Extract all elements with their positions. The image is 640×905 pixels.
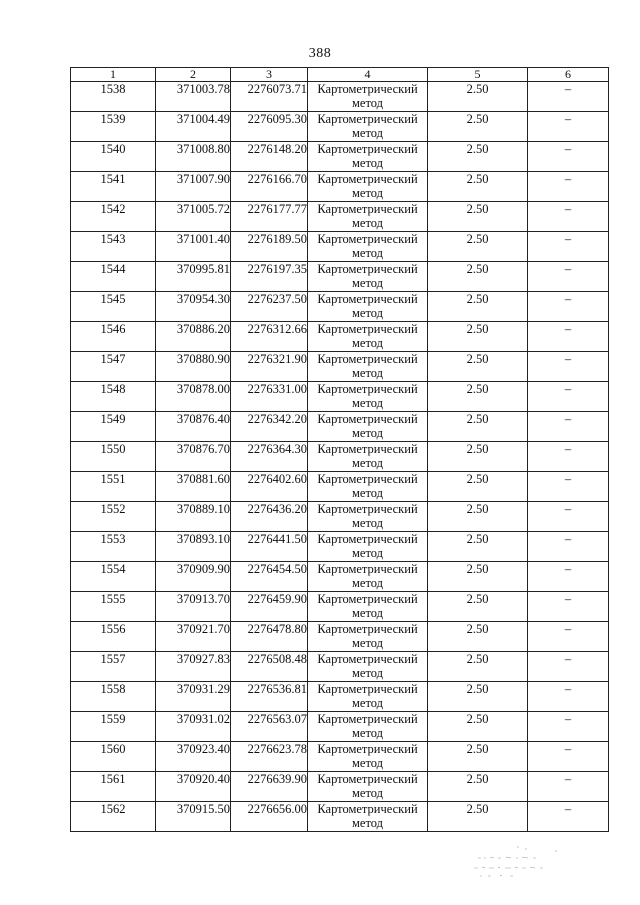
- method-cell: [308, 562, 428, 592]
- y-coordinate-cell: 2276639.90: [231, 772, 308, 802]
- method-line-1: Картометрический: [317, 742, 418, 756]
- method-line-1: Картометрический: [317, 622, 418, 636]
- y-coordinate-cell: 2276073.71: [231, 82, 308, 112]
- x-coordinate-cell: 371005.72: [156, 202, 231, 232]
- x-coordinate-cell: 371007.90: [156, 172, 231, 202]
- error-cell: 2.50: [428, 802, 528, 832]
- x-coordinate-cell: 370995.81: [156, 262, 231, 292]
- method-cell: [308, 262, 428, 292]
- error-cell: 2.50: [428, 322, 528, 352]
- point-number-cell: 1549: [71, 412, 156, 442]
- x-coordinate-cell: 370886.20: [156, 322, 231, 352]
- method-cell: [308, 472, 428, 502]
- point-number-cell: 1545: [71, 292, 156, 322]
- y-coordinate-cell: 2276623.78: [231, 742, 308, 772]
- table-row: [71, 562, 609, 592]
- x-coordinate-cell: 371001.40: [156, 232, 231, 262]
- method-cell: [308, 682, 428, 712]
- method-line-1: Картометрический: [317, 472, 418, 486]
- table-row: [71, 472, 609, 502]
- method-cell: [308, 442, 428, 472]
- table-row: [71, 352, 609, 382]
- note-cell: –: [528, 562, 609, 592]
- method-cell: [308, 592, 428, 622]
- table-row: [71, 742, 609, 772]
- y-coordinate-cell: 2276148.20: [231, 142, 308, 172]
- y-coordinate-cell: 2276312.66: [231, 322, 308, 352]
- error-cell: 2.50: [428, 682, 528, 712]
- point-number-cell: 1547: [71, 352, 156, 382]
- table-header-row: [71, 68, 609, 82]
- y-coordinate-cell: 2276478.80: [231, 622, 308, 652]
- x-coordinate-cell: 370909.90: [156, 562, 231, 592]
- point-number-cell: 1540: [71, 142, 156, 172]
- error-cell: 2.50: [428, 292, 528, 322]
- method-cell: [308, 502, 428, 532]
- x-coordinate-cell: 370913.70: [156, 592, 231, 622]
- error-cell: 2.50: [428, 442, 528, 472]
- x-coordinate-cell: 370931.29: [156, 682, 231, 712]
- page-number: 388: [308, 46, 332, 61]
- method-cell: [308, 802, 428, 832]
- method-line-2: метод: [351, 726, 383, 740]
- x-coordinate-cell: 370915.50: [156, 802, 231, 832]
- error-cell: 2.50: [428, 772, 528, 802]
- method-line-1: Картометрический: [317, 442, 418, 456]
- note-cell: –: [528, 502, 609, 532]
- y-coordinate-cell: 2276197.35: [231, 262, 308, 292]
- point-number-cell: 1541: [71, 172, 156, 202]
- method-line-1: Картометрический: [317, 592, 418, 606]
- table-row: [71, 232, 609, 262]
- point-number-cell: 1560: [71, 742, 156, 772]
- error-cell: 2.50: [428, 142, 528, 172]
- note-cell: –: [528, 622, 609, 652]
- note-cell: –: [528, 772, 609, 802]
- error-cell: 2.50: [428, 202, 528, 232]
- method-line-2: метод: [351, 426, 383, 440]
- x-coordinate-cell: 370880.90: [156, 352, 231, 382]
- error-cell: 2.50: [428, 472, 528, 502]
- method-line-1: Картометрический: [317, 712, 418, 726]
- point-number-cell: 1544: [71, 262, 156, 292]
- method-line-2: метод: [351, 756, 383, 770]
- y-coordinate-cell: 2276237.50: [231, 292, 308, 322]
- method-cell: [308, 742, 428, 772]
- error-cell: 2.50: [428, 352, 528, 382]
- error-cell: 2.50: [428, 82, 528, 112]
- column-header-1: 1: [71, 68, 156, 82]
- method-line-2: метод: [351, 276, 383, 290]
- method-line-2: метод: [351, 126, 383, 140]
- table-row: [71, 142, 609, 172]
- method-line-2: метод: [351, 246, 383, 260]
- method-cell: [308, 322, 428, 352]
- note-cell: –: [528, 172, 609, 202]
- method-cell: [308, 292, 428, 322]
- note-cell: –: [528, 382, 609, 412]
- method-cell: [308, 712, 428, 742]
- method-line-2: метод: [351, 636, 383, 650]
- error-cell: 2.50: [428, 652, 528, 682]
- x-coordinate-cell: 370889.10: [156, 502, 231, 532]
- table-row: [71, 652, 609, 682]
- method-line-1: Картометрический: [317, 322, 418, 336]
- point-number-cell: 1542: [71, 202, 156, 232]
- error-cell: 2.50: [428, 592, 528, 622]
- point-number-cell: 1557: [71, 652, 156, 682]
- y-coordinate-cell: 2276342.20: [231, 412, 308, 442]
- y-coordinate-cell: 2276508.48: [231, 652, 308, 682]
- note-cell: –: [528, 322, 609, 352]
- note-cell: –: [528, 592, 609, 622]
- x-coordinate-cell: 371003.78: [156, 82, 231, 112]
- error-cell: 2.50: [428, 412, 528, 442]
- point-number-cell: 1548: [71, 382, 156, 412]
- table-row: [71, 202, 609, 232]
- table-row: [71, 682, 609, 712]
- note-cell: –: [528, 472, 609, 502]
- note-cell: –: [528, 292, 609, 322]
- table-row: [71, 292, 609, 322]
- method-cell: [308, 142, 428, 172]
- y-coordinate-cell: 2276459.90: [231, 592, 308, 622]
- method-line-2: метод: [351, 396, 383, 410]
- method-cell: [308, 772, 428, 802]
- method-cell: [308, 412, 428, 442]
- y-coordinate-cell: 2276402.60: [231, 472, 308, 502]
- note-cell: –: [528, 532, 609, 562]
- point-number-cell: 1559: [71, 712, 156, 742]
- x-coordinate-cell: 371004.49: [156, 112, 231, 142]
- method-line-1: Картометрический: [317, 772, 418, 786]
- y-coordinate-cell: 2276364.30: [231, 442, 308, 472]
- table-row: [71, 592, 609, 622]
- method-cell: [308, 232, 428, 262]
- table-row: [71, 412, 609, 442]
- table-row: [71, 802, 609, 832]
- method-line-1: Картометрический: [317, 142, 418, 156]
- y-coordinate-cell: 2276454.50: [231, 562, 308, 592]
- point-number-cell: 1556: [71, 622, 156, 652]
- coordinates-table: [70, 67, 609, 832]
- method-line-1: Картометрический: [317, 652, 418, 666]
- method-line-2: метод: [351, 456, 383, 470]
- y-coordinate-cell: 2276095.30: [231, 112, 308, 142]
- error-cell: 2.50: [428, 532, 528, 562]
- y-coordinate-cell: 2276656.00: [231, 802, 308, 832]
- method-line-2: метод: [351, 666, 383, 680]
- x-coordinate-cell: 370876.70: [156, 442, 231, 472]
- note-cell: –: [528, 82, 609, 112]
- method-line-2: метод: [351, 156, 383, 170]
- note-cell: –: [528, 202, 609, 232]
- error-cell: 2.50: [428, 112, 528, 142]
- method-line-2: метод: [351, 216, 383, 230]
- table-row: [71, 112, 609, 142]
- table-row: [71, 262, 609, 292]
- y-coordinate-cell: 2276536.81: [231, 682, 308, 712]
- y-coordinate-cell: 2276436.20: [231, 502, 308, 532]
- column-header-3: 3: [231, 68, 308, 82]
- column-header-5: 5: [428, 68, 528, 82]
- x-coordinate-cell: 370881.60: [156, 472, 231, 502]
- method-cell: [308, 112, 428, 142]
- y-coordinate-cell: 2276189.50: [231, 232, 308, 262]
- method-line-2: метод: [351, 96, 383, 110]
- error-cell: 2.50: [428, 262, 528, 292]
- method-line-2: метод: [351, 306, 383, 320]
- method-line-1: Картометрический: [317, 382, 418, 396]
- note-cell: –: [528, 112, 609, 142]
- y-coordinate-cell: 2276321.90: [231, 352, 308, 382]
- method-line-2: метод: [351, 186, 383, 200]
- note-cell: –: [528, 712, 609, 742]
- x-coordinate-cell: 370923.40: [156, 742, 231, 772]
- method-line-1: Картометрический: [317, 412, 418, 426]
- point-number-cell: 1551: [71, 472, 156, 502]
- column-header-4: 4: [308, 68, 428, 82]
- method-line-2: метод: [351, 336, 383, 350]
- note-cell: –: [528, 682, 609, 712]
- y-coordinate-cell: 2276331.00: [231, 382, 308, 412]
- method-line-2: метод: [351, 576, 383, 590]
- method-line-1: Картометрический: [317, 502, 418, 516]
- method-line-1: Картометрический: [317, 172, 418, 186]
- method-line-2: метод: [351, 786, 383, 800]
- table-row: [71, 772, 609, 802]
- x-coordinate-cell: 370927.83: [156, 652, 231, 682]
- point-number-cell: 1555: [71, 592, 156, 622]
- table-row: [71, 442, 609, 472]
- method-line-2: метод: [351, 696, 383, 710]
- x-coordinate-cell: 370921.70: [156, 622, 231, 652]
- point-number-cell: 1546: [71, 322, 156, 352]
- method-cell: [308, 172, 428, 202]
- x-coordinate-cell: 371008.80: [156, 142, 231, 172]
- table-row: [71, 382, 609, 412]
- method-line-1: Картометрический: [317, 532, 418, 546]
- method-line-1: Картометрический: [317, 562, 418, 576]
- point-number-cell: 1561: [71, 772, 156, 802]
- method-line-1: Картометрический: [317, 682, 418, 696]
- note-cell: –: [528, 742, 609, 772]
- table-row: [71, 172, 609, 202]
- method-line-2: метод: [351, 546, 383, 560]
- table-row: [71, 712, 609, 742]
- method-line-2: метод: [351, 606, 383, 620]
- error-cell: 2.50: [428, 502, 528, 532]
- method-line-2: метод: [351, 366, 383, 380]
- method-line-1: Картометрический: [317, 82, 418, 96]
- method-line-1: Картометрический: [317, 352, 418, 366]
- note-cell: –: [528, 142, 609, 172]
- point-number-cell: 1550: [71, 442, 156, 472]
- x-coordinate-cell: 370931.02: [156, 712, 231, 742]
- error-cell: 2.50: [428, 562, 528, 592]
- note-cell: –: [528, 442, 609, 472]
- method-line-2: метод: [351, 816, 383, 830]
- error-cell: 2.50: [428, 622, 528, 652]
- method-line-2: метод: [351, 516, 383, 530]
- y-coordinate-cell: 2276166.70: [231, 172, 308, 202]
- x-coordinate-cell: 370920.40: [156, 772, 231, 802]
- method-cell: [308, 652, 428, 682]
- method-cell: [308, 532, 428, 562]
- method-line-1: Картометрический: [317, 202, 418, 216]
- point-number-cell: 1553: [71, 532, 156, 562]
- note-cell: –: [528, 412, 609, 442]
- faint-stamp-marks: [470, 842, 570, 882]
- table-row: [71, 622, 609, 652]
- x-coordinate-cell: 370878.00: [156, 382, 231, 412]
- column-header-2: 2: [156, 68, 231, 82]
- table-body: [71, 82, 609, 832]
- method-line-1: Картометрический: [317, 292, 418, 306]
- column-header-6: 6: [528, 68, 609, 82]
- y-coordinate-cell: 2276563.07: [231, 712, 308, 742]
- method-cell: [308, 622, 428, 652]
- note-cell: –: [528, 262, 609, 292]
- point-number-cell: 1554: [71, 562, 156, 592]
- y-coordinate-cell: 2276441.50: [231, 532, 308, 562]
- point-number-cell: 1558: [71, 682, 156, 712]
- table-row: [71, 322, 609, 352]
- method-line-1: Картометрический: [317, 262, 418, 276]
- point-number-cell: 1538: [71, 82, 156, 112]
- error-cell: 2.50: [428, 172, 528, 202]
- point-number-cell: 1562: [71, 802, 156, 832]
- x-coordinate-cell: 370893.10: [156, 532, 231, 562]
- note-cell: –: [528, 352, 609, 382]
- note-cell: –: [528, 652, 609, 682]
- method-line-1: Картометрический: [317, 232, 418, 246]
- x-coordinate-cell: 370876.40: [156, 412, 231, 442]
- error-cell: 2.50: [428, 742, 528, 772]
- error-cell: 2.50: [428, 712, 528, 742]
- method-cell: [308, 382, 428, 412]
- method-line-1: Картометрический: [317, 802, 418, 816]
- method-cell: [308, 352, 428, 382]
- y-coordinate-cell: 2276177.77: [231, 202, 308, 232]
- error-cell: 2.50: [428, 232, 528, 262]
- method-line-2: метод: [351, 486, 383, 500]
- point-number-cell: 1539: [71, 112, 156, 142]
- table-row: [71, 532, 609, 562]
- table-row: [71, 502, 609, 532]
- note-cell: –: [528, 232, 609, 262]
- point-number-cell: 1543: [71, 232, 156, 262]
- table-row: [71, 82, 609, 112]
- method-cell: [308, 82, 428, 112]
- note-cell: –: [528, 802, 609, 832]
- point-number-cell: 1552: [71, 502, 156, 532]
- error-cell: 2.50: [428, 382, 528, 412]
- x-coordinate-cell: 370954.30: [156, 292, 231, 322]
- method-line-1: Картометрический: [317, 112, 418, 126]
- method-cell: [308, 202, 428, 232]
